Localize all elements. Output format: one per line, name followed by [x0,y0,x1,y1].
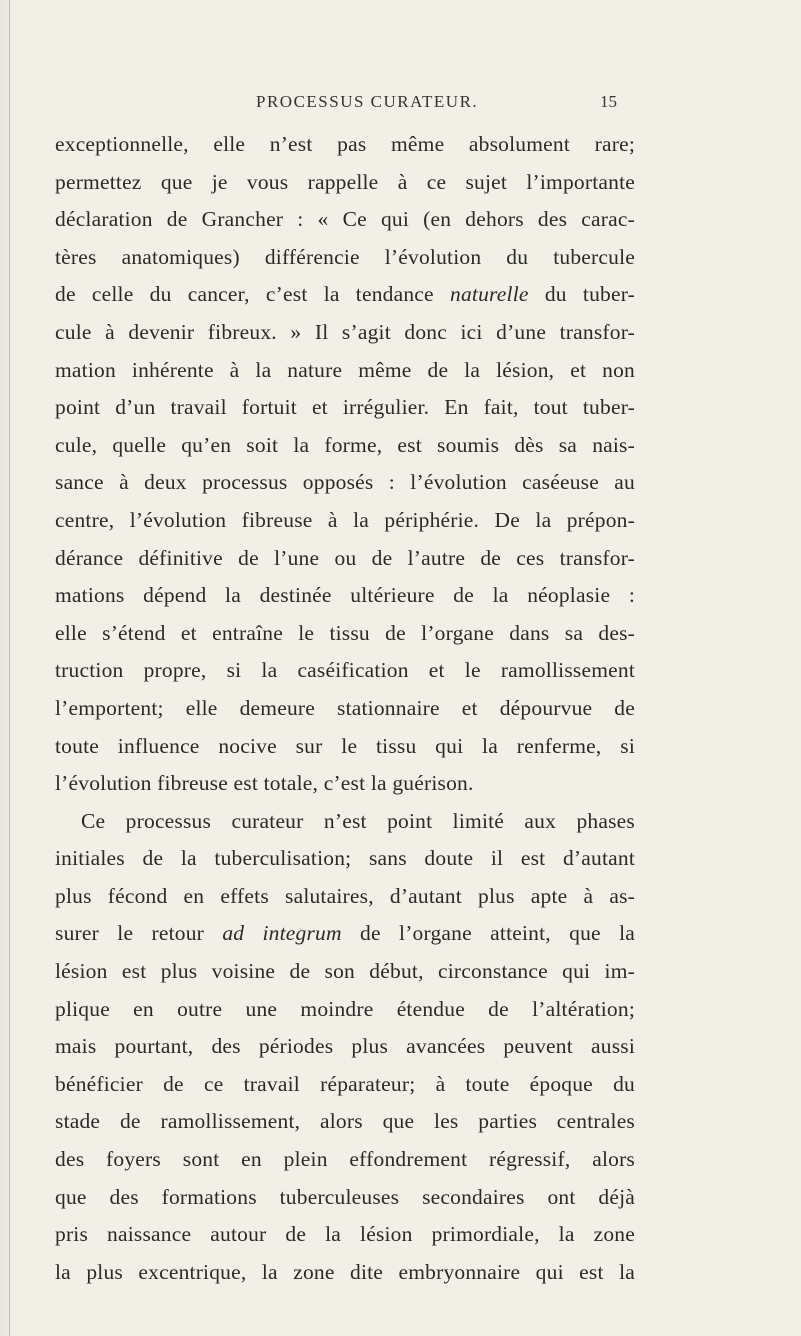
text-line: point d’un travail fortuit et irrégulier. En fait, tout tuber- [55,395,635,420]
text-line: pris naissance autour de la lésion primordiale, la zone [55,1222,635,1247]
text-line: elle s’étend et entraîne le tissu de l’organe dans sa des- [55,620,635,645]
text-line-with-italic [55,915,635,953]
text-line: des foyers sont en plein effondrement régressif, alors [55,1147,635,1172]
text-line: tères anatomiques) différencie l’évolution du tubercule [55,244,635,269]
text-line: Ce processus curateur n’est point limité aux phases [81,808,635,833]
page-gutter-edge [9,0,10,1336]
text-segment: surer le retour [55,921,223,946]
text-line: mation inhérente à la nature même de la lésion, et non [55,357,635,382]
text-line: truction propre, si la caséification et le ramollissement [55,658,635,683]
italic-term: ad integrum [222,921,342,946]
text-line: dérance définitive de l’une ou de l’autre de ces transfor- [55,545,635,570]
text-segment: de celle du cancer, c’est la tendance [55,282,450,307]
body-text [55,126,635,1291]
italic-term: naturelle [450,282,529,307]
text-segment: du tuber- [528,282,636,307]
text-line: cule à devenir fibreux. » Il s’agit donc ici d’une transfor- [55,319,635,344]
text-line: que des formations tuberculeuses secondaires ont déjà [55,1184,635,1209]
text-line: déclaration de Grancher : « Ce qui (en dehors des carac- [55,207,635,232]
text-line: l’évolution fibreuse est totale, c’est la guérison. [55,771,474,796]
text-line: plus fécond en effets salutaires, d’autant plus apte à as- [55,883,635,908]
text-line: lésion est plus voisine de son début, circonstance qui im- [55,959,635,984]
text-line: centre, l’évolution fibreuse à la périphérie. De la prépon- [55,507,635,532]
running-title: PROCESSUS CURATEUR. [256,92,479,111]
text-line-with-italic [55,276,635,314]
text-segment: de l’organe atteint, que la [341,921,636,946]
page-number: 15 [600,92,617,111]
text-line: toute influence nocive sur le tissu qui la renferme, si [55,733,635,758]
text-line: mations dépend la destinée ultérieure de la néoplasie : [55,583,635,608]
text-line: mais pourtant, des périodes plus avancées peuvent aussi [55,1034,635,1059]
text-line: bénéficier de ce travail réparateur; à toute époque du [55,1071,635,1096]
text-line: la plus excentrique, la zone dite embryonnaire qui est la [55,1259,635,1284]
running-head [0,92,801,120]
text-line: l’emportent; elle demeure stationnaire et dépourvue de [55,695,635,720]
text-line: initiales de la tuberculisation; sans doute il est d’autant [55,846,635,871]
text-line: cule, quelle qu’en soit la forme, est soumis dès sa nais- [55,432,635,457]
text-line: plique en outre une moindre étendue de l’altération; [55,996,635,1021]
text-line: sance à deux processus opposés : l’évolution caséeuse au [55,470,635,495]
text-line: stade de ramollissement, alors que les parties centrales [55,1109,635,1134]
text-line: permettez que je vous rappelle à ce sujet l’importante [55,169,635,194]
text-line: exceptionnelle, elle n’est pas même absolument rare; [55,132,635,156]
